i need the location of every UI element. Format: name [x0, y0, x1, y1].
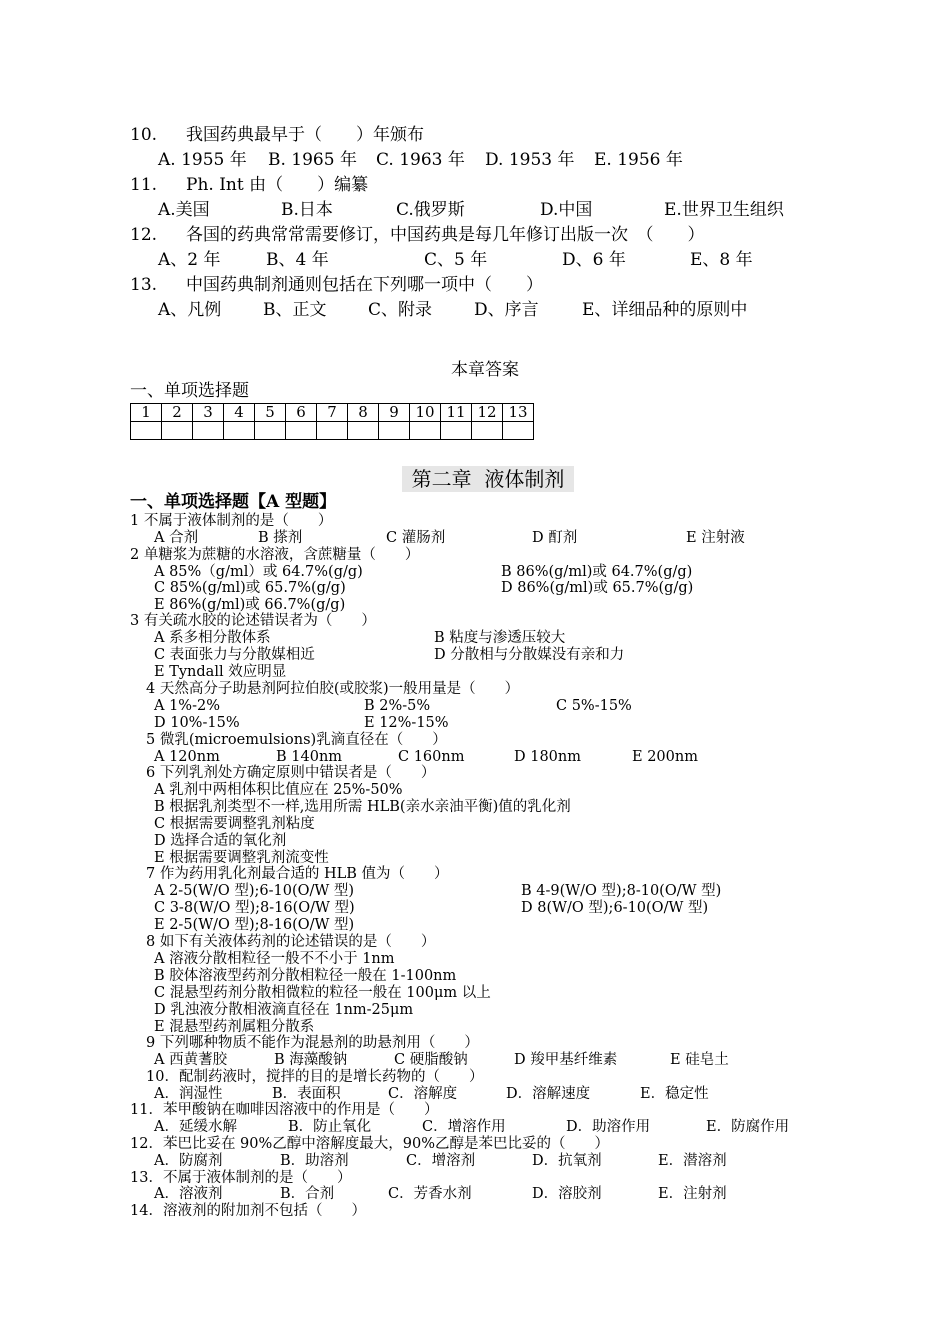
option: A．防腐剂: [154, 1153, 223, 1169]
option: A. 1955 年: [158, 150, 247, 170]
answer-cell: [286, 422, 317, 440]
question-number: 13.: [130, 275, 158, 295]
answer-header-row: [131, 404, 534, 422]
option: A 西黄蓍胶: [154, 1052, 228, 1068]
option: E．防腐作用: [706, 1119, 790, 1135]
option: E、8 年: [690, 250, 753, 270]
option: A 系多相分散体系: [154, 630, 271, 646]
option: D．助溶作用: [566, 1119, 651, 1135]
question-text: 10．配制药液时，搅拌的目的是增长药物的（ ）: [146, 1069, 484, 1085]
option: B. 1965 年: [268, 150, 357, 170]
option: B 海藻酸钠: [274, 1052, 348, 1068]
option: A 120nm: [154, 749, 220, 765]
answer-number: 11: [441, 404, 472, 422]
answer-cell: [131, 422, 162, 440]
option: A、2 年: [158, 250, 221, 270]
option: B 胶体溶液型药剂分散相粒径一般在 1-100nm: [154, 968, 457, 984]
option: B 140nm: [276, 749, 343, 765]
question-text: 14．溶液剂的附加剂不包括（ ）: [130, 1203, 366, 1219]
answer-cell: [224, 422, 255, 440]
option: D 8(W/O 型);6-10(O/W 型): [521, 900, 709, 916]
option: E 硅皂土: [670, 1052, 729, 1068]
question-text: 5 微乳(microemulsions)乳滴直径在（ ）: [146, 732, 447, 748]
question-text: 我国药典最早于（ ）年颁布: [186, 125, 424, 145]
option: E 混悬型药剂属粗分散系: [154, 1019, 315, 1035]
answer-number: 4: [224, 404, 255, 422]
question-text: 4 天然高分子助悬剂阿拉伯胶(或胶浆)一般用量是（ ）: [146, 681, 520, 697]
answer-cell: [503, 422, 534, 440]
option: D.中国: [540, 200, 593, 220]
answer-cell: [193, 422, 224, 440]
option: A．延缓水解: [154, 1119, 237, 1135]
option: C. 1963 年: [376, 150, 465, 170]
answer-cell: [162, 422, 193, 440]
option: C、5 年: [424, 250, 488, 270]
option: C、附录: [368, 300, 433, 320]
answer-number: 9: [379, 404, 410, 422]
option: C 混悬型药剂分散相微粒的粒径一般在 100μm 以上: [154, 985, 491, 1001]
option: A 合剂: [154, 530, 199, 546]
option: E．潜溶剂: [658, 1153, 727, 1169]
answer-number: 5: [255, 404, 286, 422]
answer-cell: [441, 422, 472, 440]
option: B．合剂: [280, 1186, 335, 1202]
option: E Tyndall 效应明显: [154, 664, 287, 680]
option: D 乳浊液分散相液滴直径在 1nm-25μm: [154, 1002, 414, 1018]
answers-section-title: 一、单项选择题: [130, 381, 249, 401]
option: A 1%-2%: [154, 698, 220, 714]
option: B 4-9(W/O 型);8-10(O/W 型): [521, 883, 722, 899]
option: B．助溶剂: [280, 1153, 349, 1169]
option: B、4 年: [266, 250, 329, 270]
option: D 86%(g/ml)或 65.7%(g/g): [501, 580, 694, 596]
option: C 3-8(W/O 型);8-16(O/W 型): [154, 900, 355, 916]
question-text: 中国药典制剂通则包括在下列哪一项中（ ）: [186, 275, 543, 295]
question-text: 8 如下有关液体药剂的论述错误的是（ ）: [146, 934, 436, 950]
option: C.俄罗斯: [396, 200, 465, 220]
option: E.世界卫生组织: [664, 200, 784, 220]
option: A 乳剂中两相体积比值应在 25%-50%: [154, 782, 403, 798]
option: B．防止氧化: [288, 1119, 372, 1135]
chapter-title: 第二章 液体制剂: [402, 466, 574, 492]
answer-cell: [255, 422, 286, 440]
option: D 10%-15%: [154, 715, 240, 731]
answer-number: 2: [162, 404, 193, 422]
option: E．稳定性: [640, 1086, 709, 1102]
question-text: 11．苯甲酸钠在咖啡因溶液中的作用是（ ）: [130, 1102, 439, 1118]
option: C．芳香水剂: [388, 1186, 472, 1202]
question-text: 12．苯巴比妥在 90%乙醇中溶解度最大，90%乙醇是苯巴比妥的（ ）: [130, 1136, 610, 1152]
option: C 表面张力与分散媒相近: [154, 647, 315, 663]
answers-title: 本章答案: [451, 360, 519, 380]
option: D 酊剂: [532, 530, 578, 546]
option: B 2%-5%: [364, 698, 431, 714]
option: C 根据需要调整乳剂粘度: [154, 816, 315, 832]
answer-cell: [348, 422, 379, 440]
answer-number: 13: [503, 404, 534, 422]
option: B 搽剂: [258, 530, 303, 546]
option: C 灌肠剂: [386, 530, 446, 546]
question-text: Ph. Int 由（ ）编纂: [186, 175, 369, 195]
answer-cell: [410, 422, 441, 440]
question-text: 6 下列乳剂处方确定原则中错误者是（ ）: [146, 765, 436, 781]
option: E、详细品种的原则中: [582, 300, 748, 320]
option: C 硬脂酸钠: [394, 1052, 468, 1068]
question-number: 11.: [130, 175, 158, 195]
section-title: 一、单项选择题【A 型题】: [130, 492, 337, 512]
option: A.美国: [158, 200, 210, 220]
option: E 86%(g/ml)或 66.7%(g/g): [154, 597, 346, 613]
question-text: 2 单糖浆为蔗糖的水溶液，含蔗糖量（ ）: [130, 547, 420, 563]
option: E 2-5(W/O 型);8-16(O/W 型): [154, 917, 355, 933]
option: A 85%（g/ml）或 64.7%(g/g): [154, 564, 363, 580]
option: B、正文: [263, 300, 327, 320]
option: D、6 年: [562, 250, 626, 270]
option: D. 1953 年: [485, 150, 575, 170]
option: B．表面积: [272, 1086, 341, 1102]
answer-number: 1: [131, 404, 162, 422]
option: E 12%-15%: [364, 715, 449, 731]
option: B.日本: [281, 200, 333, 220]
answer-cell: [317, 422, 348, 440]
answer-table: [130, 403, 534, 440]
option: E．注射剂: [658, 1186, 727, 1202]
option: C 85%(g/ml)或 65.7%(g/g): [154, 580, 346, 596]
answer-cell: [379, 422, 410, 440]
option: D 选择合适的氧化剂: [154, 833, 287, 849]
option: A 2-5(W/O 型);6-10(O/W 型): [154, 883, 355, 899]
option: C．增溶作用: [422, 1119, 506, 1135]
option: D 羧甲基纤维素: [514, 1052, 618, 1068]
option: D 180nm: [514, 749, 581, 765]
option: D．溶胶剂: [532, 1186, 602, 1202]
option: C．增溶剂: [406, 1153, 476, 1169]
question-text: 9 下列哪种物质不能作为混悬剂的助悬剂用（ ）: [146, 1035, 479, 1051]
option: E 根据需要调整乳剂流变性: [154, 850, 329, 866]
answer-number: 10: [410, 404, 441, 422]
option: C．溶解度: [388, 1086, 458, 1102]
answer-number: 7: [317, 404, 348, 422]
option: A 溶液分散相粒径一般不不小于 1nm: [154, 951, 395, 967]
question-text: 3 有关疏水胶的论述错误者为（ ）: [130, 613, 376, 629]
answer-number: 3: [193, 404, 224, 422]
answer-number: 6: [286, 404, 317, 422]
question-number: 12.: [130, 225, 158, 245]
answer-cell: [472, 422, 503, 440]
answer-number: 8: [348, 404, 379, 422]
option: D．抗氧剂: [532, 1153, 602, 1169]
option: B 根据乳剂类型不一样,选用所需 HLB(亲水亲油平衡)值的乳化剂: [154, 799, 571, 815]
question-text: 13．不属于液体制剂的是（ ）: [130, 1170, 352, 1186]
option: E 200nm: [632, 749, 698, 765]
question-number: 10.: [130, 125, 158, 145]
option: A、凡例: [158, 300, 222, 320]
option: E 注射液: [686, 530, 745, 546]
option: A．润湿性: [154, 1086, 223, 1102]
question-text: 各国的药典常常需要修订，中国药典是每几年修订出版一次 （ ）: [186, 225, 705, 245]
option: E. 1956 年: [594, 150, 683, 170]
answer-number: 12: [472, 404, 503, 422]
option: D．溶解速度: [506, 1086, 591, 1102]
option: C 160nm: [398, 749, 465, 765]
option: B 粘度与渗透压较大: [434, 630, 566, 646]
option: B 86%(g/ml)或 64.7%(g/g): [501, 564, 693, 580]
option: D 分散相与分散媒没有亲和力: [434, 647, 625, 663]
question-text: 7 作为药用乳化剂最合适的 HLB 值为（ ）: [146, 866, 449, 882]
question-text: 1 不属于液体制剂的是（ ）: [130, 513, 333, 529]
answer-blank-row: [131, 422, 534, 440]
option: C 5%-15%: [556, 698, 632, 714]
option: D、序言: [474, 300, 539, 320]
option: A．溶液剂: [154, 1186, 223, 1202]
